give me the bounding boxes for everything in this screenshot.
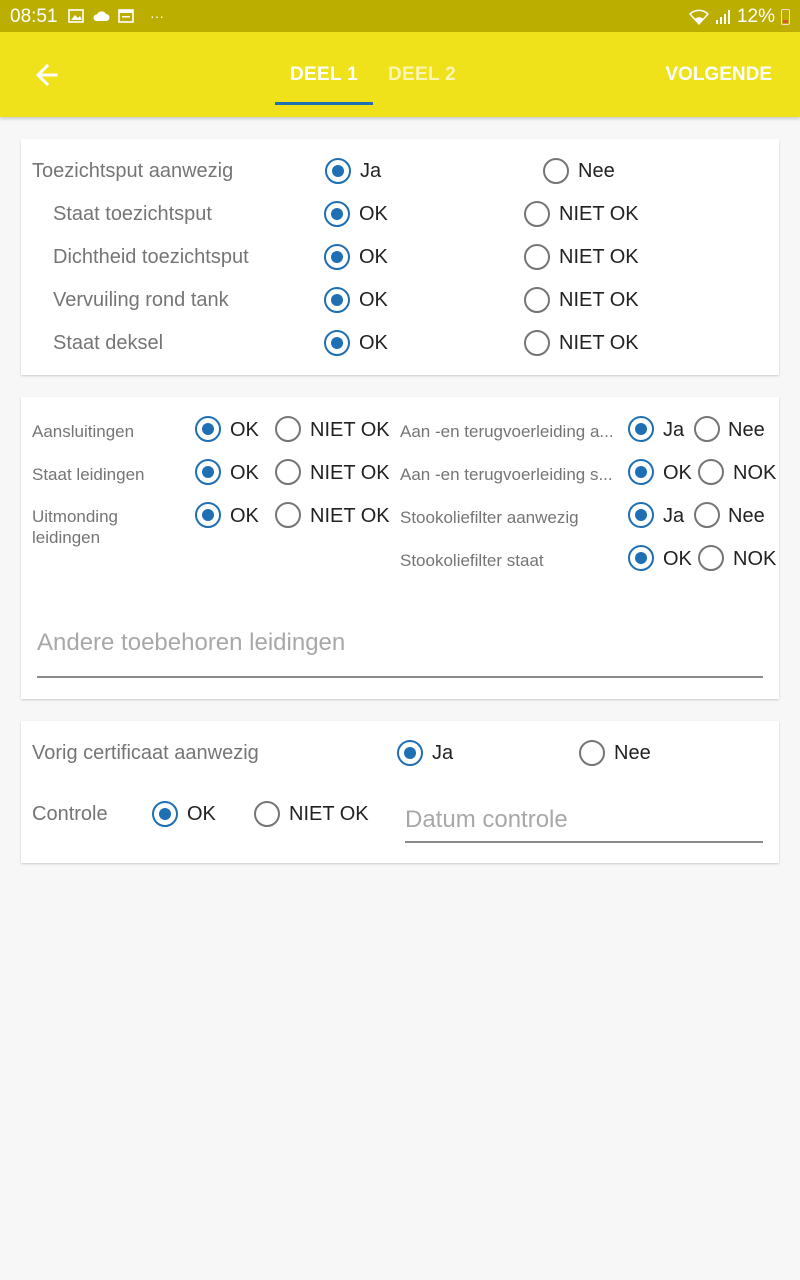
dichtheid-notok-radio[interactable] [524,244,550,270]
stookoliefilter-staat-nok-radio[interactable] [698,545,724,571]
stookoliefilter-staat-ok-radio[interactable] [628,545,654,571]
aansluitingen-ok-radio[interactable] [195,416,221,442]
dichtheid-toezichtsput-label: Dichtheid toezichtsput [53,246,249,268]
aanvoerleiding-aanwezig-label: Aan -en terugvoerleiding a... [400,422,614,441]
battery-percentage: 12% [736,6,775,27]
uitmonding-notok-label: NIET OK [310,505,390,527]
battery-icon [781,9,790,25]
aansluitingen-notok-label: NIET OK [310,419,390,441]
aanvoerleiding-staat-nok-label: NOK [733,462,777,484]
staat-deksel-label: Staat deksel [53,332,164,354]
aansluitingen-notok-radio[interactable] [275,416,301,442]
vorig-certificaat-label: Vorig certificaat aanwezig [32,742,259,764]
staat-leidingen-ok-radio[interactable] [195,459,221,485]
aanvoerleiding-staat-label: Aan -en terugvoerleiding s... [400,465,613,484]
clock: 08:51 [10,6,58,27]
active-tab-indicator [275,102,373,105]
uitmonding-ok-radio[interactable] [195,502,221,528]
toezichtsput-no-label: Nee [578,160,615,182]
staat-leidingen-label: Staat leidingen [32,465,145,484]
vervuiling-label: Vervuiling rond tank [53,289,229,311]
dichtheid-ok-label: OK [359,246,388,268]
staat-deksel-ok-label: OK [359,332,388,354]
staat-leidingen-ok-label: OK [230,462,259,484]
staat-leidingen-notok-label: NIET OK [310,462,390,484]
certificaat-yes-label: Ja [432,742,454,764]
tab-deel-1[interactable]: DEEL 1 [290,63,358,85]
stookoliefilter-staat-label: Stookoliefilter staat [400,551,544,570]
app-toolbar [0,32,800,117]
calendar-icon [118,9,134,23]
staat-deksel-notok-label: NIET OK [559,332,639,354]
aanvoerleiding-aanwezig-no-radio[interactable] [694,416,720,442]
vervuiling-notok-label: NIET OK [559,289,639,311]
aansluitingen-ok-label: OK [230,419,259,441]
aanvoerleiding-aanwezig-no-label: Nee [728,419,765,441]
toezichtsput-yes-radio[interactable] [325,158,351,184]
image-icon [68,9,84,23]
stookoliefilter-staat-nok-label: NOK [733,548,777,570]
vervuiling-notok-radio[interactable] [524,287,550,313]
staat-deksel-notok-radio[interactable] [524,330,550,356]
certificaat-yes-radio[interactable] [397,740,423,766]
toezichtsput-yes-label: Ja [360,160,382,182]
datum-controle-placeholder: Datum controle [405,806,568,833]
toezichtsput-label: Toezichtsput aanwezig [32,160,234,182]
staat-deksel-ok-radio[interactable] [324,330,350,356]
aanvoerleiding-staat-nok-radio[interactable] [698,459,724,485]
aanvoerleiding-staat-ok-label: OK [663,462,692,484]
stookoliefilter-aanwezig-label: Stookoliefilter aanwezig [400,508,579,527]
back-arrow-icon[interactable] [30,60,66,90]
signal-icon [715,9,731,25]
staat-toezichtsput-label: Staat toezichtsput [53,203,212,225]
stookoliefilter-staat-ok-label: OK [663,548,692,570]
controle-label: Controle [32,803,108,825]
staat-toezichtsput-notok-radio[interactable] [524,201,550,227]
certificaat-card [21,721,779,863]
aansluitingen-label: Aansluitingen [32,422,135,441]
stookoliefilter-aanwezig-yes-radio[interactable] [628,502,654,528]
aanvoerleiding-aanwezig-yes-label: Ja [663,419,685,441]
wifi-icon [689,9,709,25]
staat-toezichtsput-ok-radio[interactable] [324,201,350,227]
controle-ok-label: OK [187,803,216,825]
staat-leidingen-notok-radio[interactable] [275,459,301,485]
certificaat-no-radio[interactable] [579,740,605,766]
stookoliefilter-aanwezig-no-radio[interactable] [694,502,720,528]
toezichtsput-card [21,139,779,375]
toezichtsput-no-radio[interactable] [543,158,569,184]
uitmonding-leidingen-label: Uitmonding leidingen [32,507,118,547]
leidingen-card [21,397,779,699]
stookoliefilter-aanwezig-no-label: Nee [728,505,765,527]
uitmonding-ok-label: OK [230,505,259,527]
uitmonding-notok-radio[interactable] [275,502,301,528]
aanvoerleiding-aanwezig-yes-radio[interactable] [628,416,654,442]
more-notifications-icon: ··· [150,8,164,24]
cloud-icon [92,10,110,22]
aanvoerleiding-staat-ok-radio[interactable] [628,459,654,485]
dichtheid-ok-radio[interactable] [324,244,350,270]
tab-deel-2[interactable]: DEEL 2 [388,63,456,85]
controle-notok-radio[interactable] [254,801,280,827]
vervuiling-ok-label: OK [359,289,388,311]
staat-toezichtsput-ok-label: OK [359,203,388,225]
controle-ok-radio[interactable] [152,801,178,827]
andere-toebehoren-input[interactable] [37,625,763,678]
status-bar [0,0,800,32]
certificaat-no-label: Nee [614,742,651,764]
stookoliefilter-aanwezig-yes-label: Ja [663,505,685,527]
dichtheid-notok-label: NIET OK [559,246,639,268]
andere-toebehoren-placeholder: Andere toebehoren leidingen [37,629,346,656]
datum-controle-input[interactable] [405,799,763,843]
vervuiling-ok-radio[interactable] [324,287,350,313]
staat-toezichtsput-notok-label: NIET OK [559,203,639,225]
controle-notok-label: NIET OK [289,803,369,825]
next-button[interactable]: VOLGENDE [665,63,772,85]
